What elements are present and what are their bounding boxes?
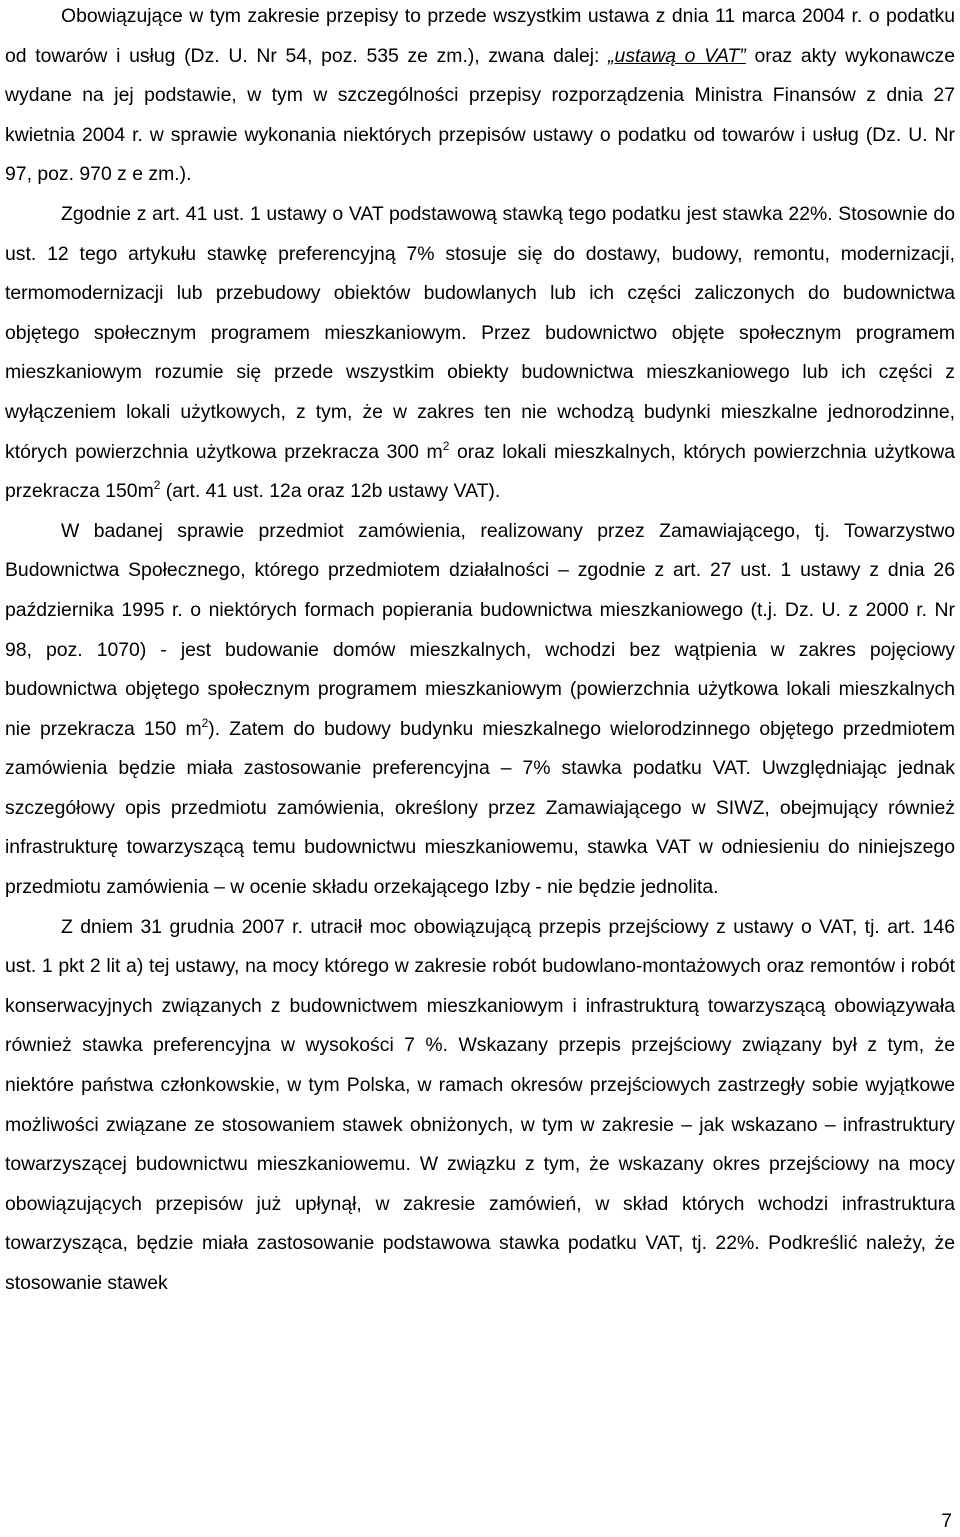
page-number: 7	[941, 1511, 952, 1532]
paragraph-4	[5, 908, 955, 1304]
text-run: Z dniem 31 grudnia 2007 r. utracił moc obowiązującą przepis przejściowy z ustawy o VAT, tj. art. 146 ust. 1 pkt 2 lit a) tej ustawy, na mocy którego w zakresie robót budowlano-montażowych oraz remontów i robót konserwacyjnych związanych z budownictwem mieszkaniowym i infrastrukturą towarzyszącą obowiązywała również stawka preferencyjna w wysokości 7 %. Wskazany przepis przejściowy związany był z tym, że niektóre państwa członkowskie, w tym Polska, w ramach okresów przejściowych zastrzegły sobie wyjątkowe możliwości związane ze stosowaniem stawek obniżonych, w tym w zakresie – jak wskazano – infrastruktury towarzyszącej budownictwu mieszkaniowemu. W związku z tym, że wskazany okres przejściowy na mocy obowiązujących przepisów już upłynął, w zakresie zamówień, w skład których wchodzi infrastruktura towarzysząca, będzie miała zastosowanie podstawowa stawka podatku VAT, tj. 22%. Podkreślić należy, że stosowanie stawek	[5, 915, 955, 1294]
defined-term: „ustawą o VAT”	[608, 44, 746, 67]
text-run: oraz akty wykonawcze wydane na jej podstawie, w tym w szczególności przepisy rozporządzenia Ministra Finansów z dnia 27 kwietnia 2004 r. w sprawie wykonania niektórych przepisów ustawy o podatku od towarów i usług (Dz. U. Nr 97, poz. 970 z e zm.).	[5, 44, 955, 186]
superscript: 2	[201, 715, 209, 730]
text-run: (art. 41 ust. 12a oraz 12b ustawy VAT).	[160, 480, 501, 503]
text-run: oraz lokali mieszkalnych, których powierzchnia użytkowa przekracza 150m	[5, 440, 955, 503]
document-body	[5, 0, 955, 1304]
paragraph-3	[5, 512, 955, 908]
text-run: Obowiązujące w tym zakresie przepisy to przede wszystkim ustawa z dnia 11 marca 2004 r. o podatku od towarów i usług (Dz. U. Nr 54, poz. 535 ze zm.), zwana dalej:	[5, 5, 955, 67]
paragraph-2	[5, 195, 955, 512]
superscript: 2	[442, 438, 450, 453]
superscript: 2	[153, 478, 161, 493]
paragraph-1	[5, 0, 955, 195]
text-run: W badanej sprawie przedmiot zamówienia, realizowany przez Zamawiającego, tj. Towarzystwo Budownictwa Społecznego, którego przedmiotem działalności – zgodnie z art. 27 ust. 1 ustawy z dnia 26 października 1995 r. o niektórych formach popierania budownictwa mieszkaniowego (t.j. Dz. U. z 2000 r. Nr 98, poz. 1070) - jest budowanie domów mieszkalnych, wchodzi bez wątpienia w zakres pojęciowy budownictwa objętego społecznym programem mieszkaniowym (powierzchnia użytkowa lokali mieszkalnych nie przekracza 150 m	[5, 519, 955, 740]
text-run: ). Zatem do budowy budynku mieszkalnego wielorodzinnego objętego przedmiotem zamówienia będzie miała zastosowanie preferencyjna – 7% stawka podatku VAT. Uwzględniając jednak szczegółowy opis przedmiotu zamówienia, określony przez Zamawiającego w SIWZ, obejmujący również infrastrukturę towarzyszącą temu budownictwu mieszkaniowemu, stawka VAT w odniesieniu do niniejszego przedmiotu zamówienia – w ocenie składu orzekającego Izby - nie będzie jednolita.	[5, 717, 955, 899]
text-run: Zgodnie z art. 41 ust. 1 ustawy o VAT podstawową stawką tego podatku jest stawka 22%. Stosownie do ust. 12 tego artykułu stawkę preferencyjną 7% stosuje się do dostawy, budowy, remontu, modernizacji, termomodernizacji lub przebudowy obiektów budowlanych lub ich części zaliczonych do budownictwa objętego społecznym programem mieszkaniowym. Przez budownictwo objęte społecznym programem mieszkaniowym rozumie się przede wszystkim obiekty budownictwa mieszkaniowego lub ich części z wyłączeniem lokali użytkowych, z tym, że w zakres ten nie wchodzą budynki mieszkalne jednorodzinne, których powierzchnia użytkowa przekracza 300 m	[5, 202, 955, 463]
document-page	[5, 0, 955, 1304]
